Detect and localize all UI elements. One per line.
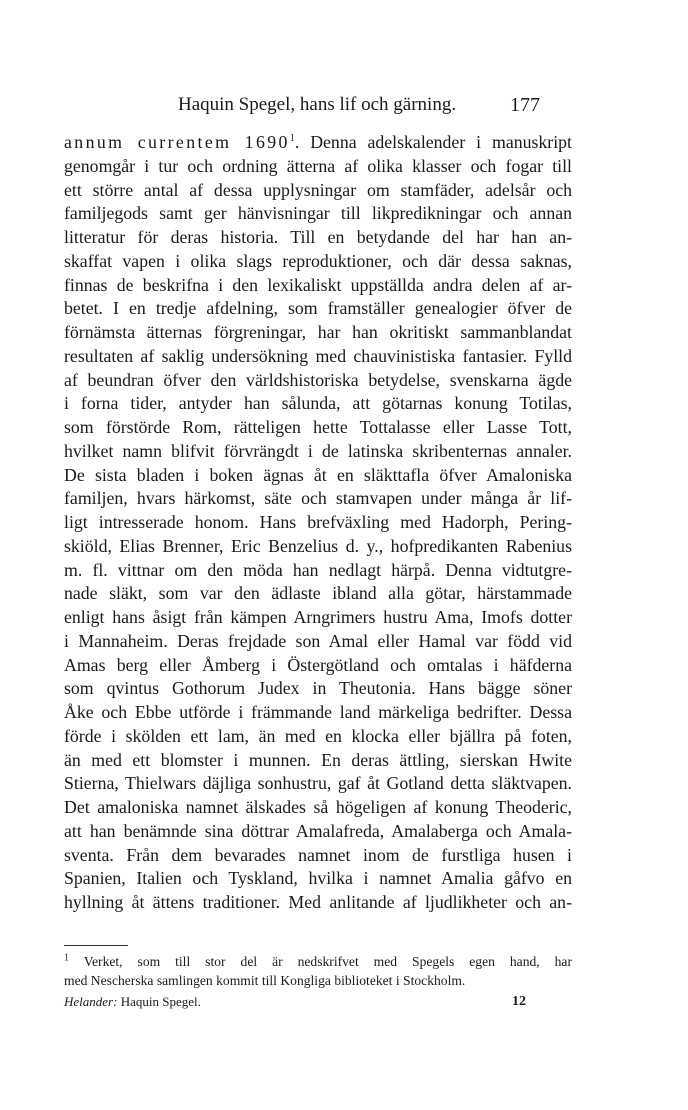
sheet-number: 12 <box>512 994 526 1009</box>
lead-phrase-continuation: . Denna adelskalender i manuskript <box>294 132 573 152</box>
text-line: Amas berg eller Åmberg i Östergötland och omtalas i häfderna <box>64 654 572 675</box>
text-line: finnas de beskrifna i den lexikaliskt uppställda andra delen af ar- <box>64 274 572 295</box>
footnote-line <box>64 952 572 971</box>
footnote-rule <box>64 945 128 946</box>
text-line: som qvintus Gothorum Judex in Theutonia. Hans bägge söner <box>64 678 572 699</box>
signature-title: Haquin Spegel. <box>120 994 201 1009</box>
text-line: nade släkt, som var den ädlaste ibland alla götar, härstammade <box>64 583 572 604</box>
running-title: Haquin Spegel, hans lif och gärning. <box>178 94 457 115</box>
footnote-marker: 1 <box>64 952 69 964</box>
text-line: att han benämnde sina döttrar Amalafreda, Amalaberga och Amala- <box>64 820 572 841</box>
footnote-text-1: Verket, som till stor del är nedskrifvet med Spegels egen hand, har <box>83 954 572 969</box>
text-line: skiöld, Elias Brenner, Eric Benzelius d. y., hofpredikanten Rabenius <box>64 535 572 556</box>
text-line: hvilket namn blifvit förvrängdt i de latinska skribenternas annaler. <box>64 440 572 461</box>
text-line: hyllning åt ättens traditioner. Med anlitande af ljudlikheter och an- <box>64 892 572 912</box>
body-text <box>64 131 572 915</box>
text-line: Åke och Ebbe utförde i främmande land märkeliga bedrifter. Dessa <box>64 702 572 722</box>
text-line: af beundran öfver den världshistoriska betydelse, svenskarna ägde <box>64 369 572 390</box>
text-line: Spanien, Italien och Tyskland, hvilka i namnet Amalia gåfvo en <box>64 868 572 889</box>
text-line: i Mannaheim. Deras frejdade son Amal eller Hamal var född vid <box>64 630 572 651</box>
text-line: familjegods samt ger hänvisningar till likpredikningar och annan <box>64 203 572 224</box>
text-line: ligt intresserade honom. Hans brefväxling med Hadorph, Pering- <box>64 512 572 532</box>
text-line: betet. I en tredje afdelning, som framställer genealogier öfver de <box>64 298 572 319</box>
text-line: förnämsta ätternas förgreningar, har han okritiskt sammanblandat <box>64 322 572 342</box>
text-line: sventa. Från dem bevarades namnet inom de furstliga husen i <box>64 844 572 865</box>
lead-phrase: annum currentem 1690 <box>64 132 290 152</box>
text-line: skaffat vapen i olika slags reproduktioner, och där dessa saknas, <box>64 250 572 271</box>
text-line: m. fl. vittnar om den möda han nedlagt härpå. Denna vidtutgre- <box>64 559 572 580</box>
printer-signature <box>64 994 572 1014</box>
footnote-text-2: med Nescherska samlingen kommit till Kongliga biblioteket i Stockholm. <box>64 973 466 988</box>
text-line: i forna tider, antyder han sålunda, att götarnas konung Totilas, <box>64 393 572 414</box>
text-line: Stierna, Thielwars däjliga sonhustru, gaf åt Gotland detta släktvapen. <box>64 773 572 794</box>
text-line: som förstörde Rom, rätteligen hette Tottalasse eller Lasse Tott, <box>64 417 572 437</box>
footnote-line <box>64 971 572 990</box>
text-line: Det amaloniska namnet älskades så högeligen af konung Theoderic, <box>64 797 572 817</box>
signature-author: Helander: <box>64 994 118 1009</box>
footnote-reference: 1 <box>289 133 295 145</box>
text-line: ett större antal af dessa upplysningar om stamfäder, adelsår och <box>64 179 572 200</box>
running-header <box>0 94 688 120</box>
text-line: enligt hans åsigt från kämpen Arngrimers hustru Ama, Imofs dotter <box>64 607 572 627</box>
text-line: resultaten af saklig undersökning med chauvinistiska fantasier. Fylld <box>64 345 572 366</box>
text-line: förde i skölden ett lam, än med en klocka eller bjällra på foten, <box>64 725 572 746</box>
text-line: familjen, hvars härkomst, säte och stamvapen under många år lif- <box>64 488 572 509</box>
footnote <box>64 952 572 990</box>
text-line: De sista bladen i boken ägnas åt en släkttafla öfver Amaloniska <box>64 464 572 485</box>
text-line: än med ett blomster i munnen. En deras ättling, sierskan Hwite <box>64 749 572 770</box>
text-line: litteratur för deras historia. Till en betydande del har han an- <box>64 227 572 247</box>
text-line: genomgår i tur och ordning ätterna af olika klasser och fogar till <box>64 155 572 176</box>
page-number: 177 <box>510 94 540 116</box>
text-line-first <box>64 131 572 155</box>
